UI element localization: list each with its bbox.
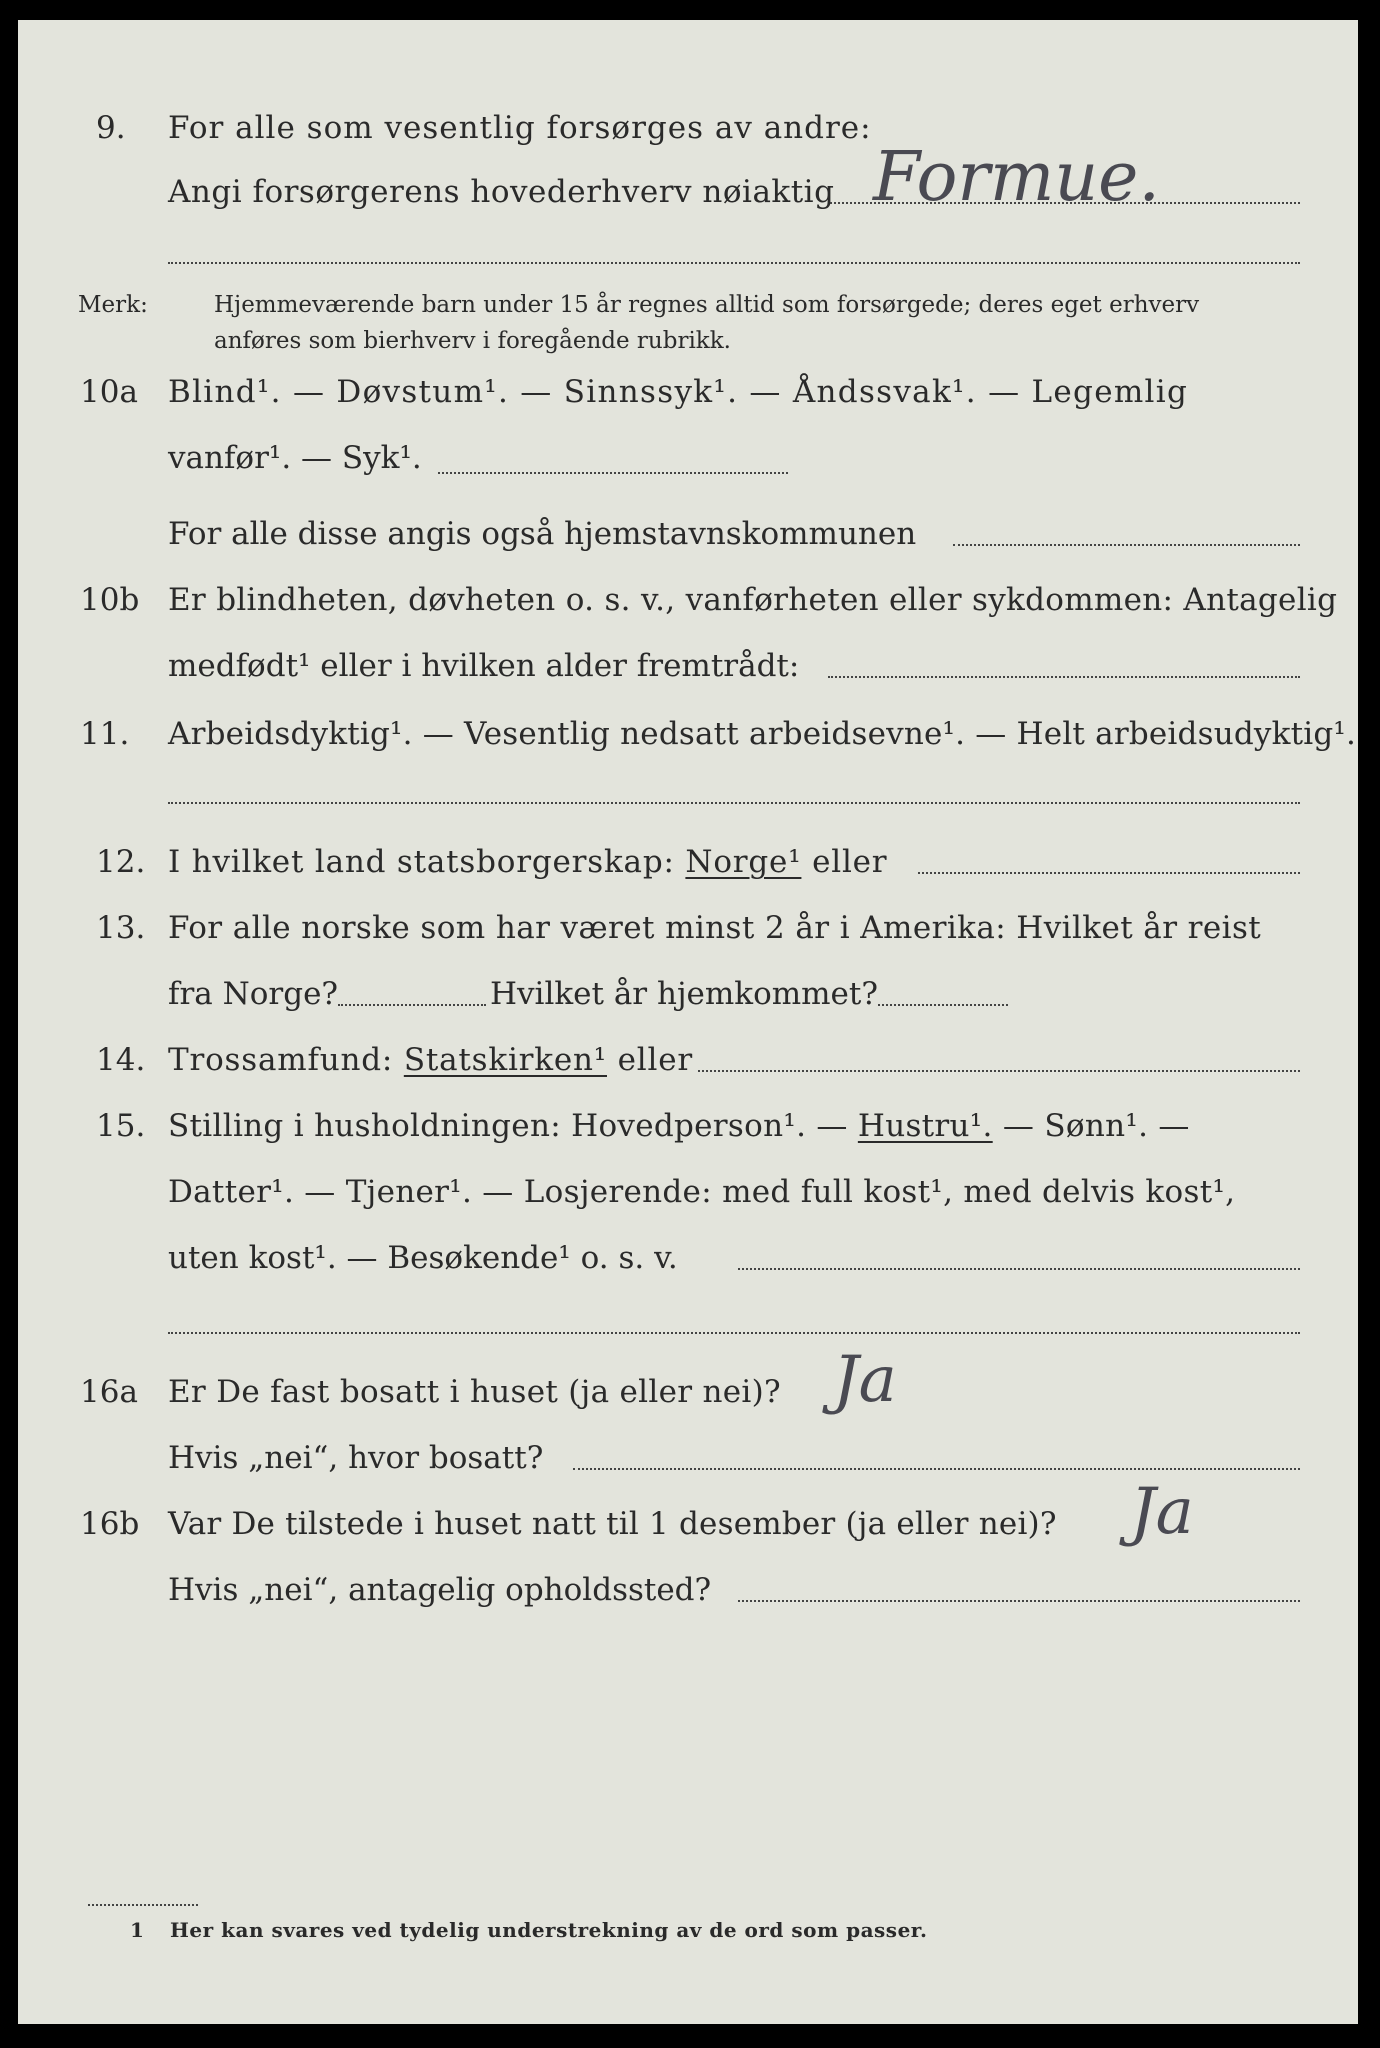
q16b-answer-line [738, 1600, 1300, 1602]
q14-line [168, 1040, 693, 1080]
q10b-answer-line [828, 676, 1300, 678]
q16a-answer-line [573, 1468, 1300, 1470]
merk-line2: anføres som bierhverv i foregående rubrikk. [214, 328, 731, 354]
q16a-handwritten-answer: Ja [833, 1343, 897, 1417]
q15-line1 [168, 1106, 1190, 1146]
q12-answer-line [918, 872, 1300, 874]
q15-line2: Datter¹. — Tjener¹. — Losjerende: med full kost¹, med delvis kost¹, [168, 1174, 1236, 1210]
q12-prefix: I hvilket land statsborgerskap: [168, 844, 675, 880]
q12-line [168, 842, 887, 882]
q10b-line1: Er blindheten, døvheten o. s. v., vanførheten eller sykdommen: Antagelig [168, 582, 1338, 618]
q14-answer-line [698, 1070, 1300, 1072]
merk-label: Merk: [78, 292, 148, 318]
census-form-page [18, 20, 1358, 2024]
q13-number: 13. [96, 910, 146, 946]
q13-hjemkommet-line [878, 1004, 1008, 1006]
footnote-separator [88, 1904, 198, 1906]
q13-line1: For alle norske som har været minst 2 år i Amerika: Hvilket år reist [168, 910, 1262, 946]
q15-underlined-hustru: Hustru¹. [857, 1108, 993, 1144]
q16a-line2: Hvis „nei“, hvor bosatt? [168, 1440, 544, 1476]
footnote-text: Her kan svares ved tydelig understrekning av de ord som passer. [170, 1918, 928, 1942]
q13-line2a: fra Norge? [168, 976, 339, 1012]
q11-number: 11. [80, 716, 130, 752]
q14-suffix: eller [617, 1042, 693, 1078]
q16a-number: 16a [80, 1374, 138, 1410]
q16b-line2: Hvis „nei“, antagelig opholdssted? [168, 1572, 712, 1608]
q14-prefix: Trossamfund: [168, 1042, 394, 1078]
q12-number: 12. [96, 844, 146, 880]
q9-line1: For alle som vesentlig forsørges av andre: [168, 110, 872, 146]
q10a-syk-line [438, 472, 788, 474]
q11-line1: Arbeidsdyktig¹. — Vesentlig nedsatt arbeidsevne¹. — Helt arbeidsudyktig¹. [168, 716, 1357, 752]
merk-line1: Hjemmeværende barn under 15 år regnes alltid som forsørgede; deres eget erhverv [214, 292, 1200, 318]
q12-underlined-norge: Norge¹ [685, 844, 802, 880]
q15-line1a: Stilling i husholdningen: Hovedperson¹. — [168, 1108, 848, 1144]
q16b-line1: Var De tilstede i huset natt til 1 desember (ja eller nei)? [168, 1506, 1057, 1542]
q9-extra-line [168, 262, 1300, 264]
q10a-line1: Blind¹. — Døvstum¹. — Sinnssyk¹. — Åndssvak¹. — Legemlig [168, 374, 1189, 410]
q12-suffix: eller [812, 844, 888, 880]
q15-extra-line [168, 1332, 1300, 1334]
q9-line2: Angi forsørgerens hovederhverv nøiaktig [168, 174, 835, 210]
q15-line3: uten kost¹. — Besøkende¹ o. s. v. [168, 1240, 678, 1276]
q10a-line2: vanfør¹. — Syk¹. [168, 440, 422, 476]
footnote-mark: 1 [130, 1918, 144, 1942]
q9-number: 9. [96, 110, 126, 146]
q11-answer-line [168, 802, 1300, 804]
q16b-number: 16b [80, 1506, 140, 1542]
q13-reist-line [338, 1004, 486, 1006]
q14-underlined-statskirken: Statskirken¹ [403, 1042, 607, 1078]
q10a-number: 10a [80, 374, 138, 410]
q15-line1b: — Sønn¹. — [1002, 1108, 1190, 1144]
q15-number: 15. [96, 1108, 146, 1144]
q9-handwritten-answer: Formue. [873, 138, 1161, 217]
q10b-number: 10b [80, 582, 140, 618]
q10b-line2: medfødt¹ eller i hvilken alder fremtrådt: [168, 648, 800, 684]
q16b-handwritten-answer: Ja [1130, 1475, 1194, 1549]
q15-answer-line [738, 1268, 1300, 1270]
q10a-line3: For alle disse angis også hjemstavnskommunen [168, 516, 917, 552]
q16a-line1: Er De fast bosatt i huset (ja eller nei)? [168, 1374, 781, 1410]
q13-line2b: Hvilket år hjemkommet? [490, 976, 878, 1012]
q14-number: 14. [96, 1042, 146, 1078]
q10a-hjemstavn-line [953, 544, 1300, 546]
